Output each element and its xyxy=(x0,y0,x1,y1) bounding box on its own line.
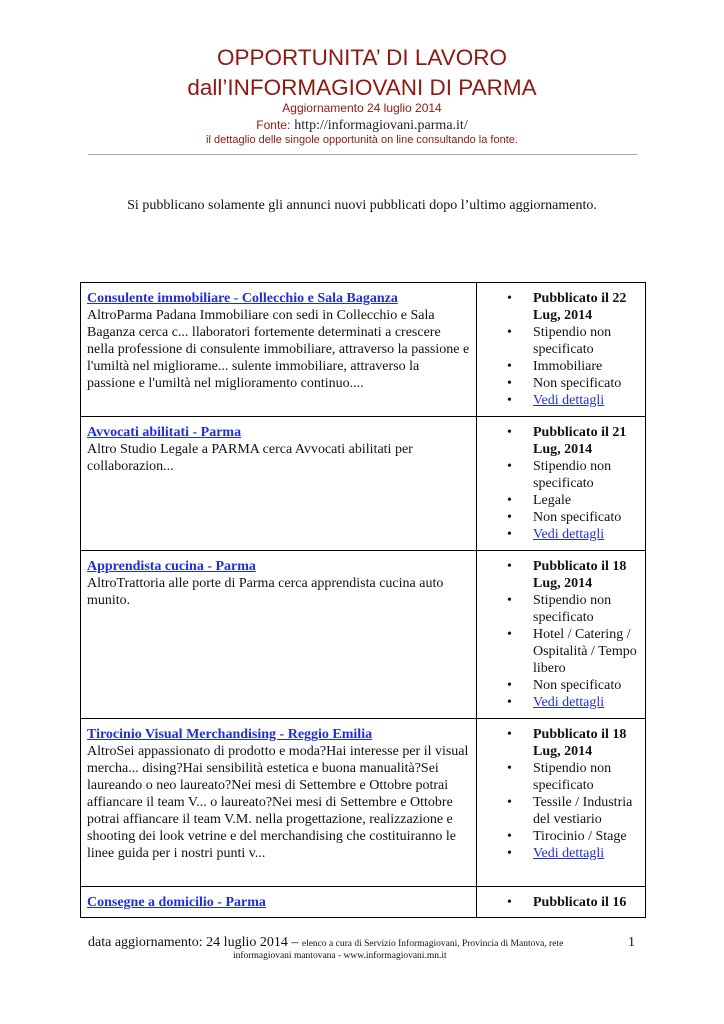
job-title-link[interactable]: Consegne a domicilio - Parma xyxy=(87,895,266,910)
job-published: Pubblicato il 21 Lug, 2014 xyxy=(533,425,627,457)
job-salary: Stipendio non specificato xyxy=(533,325,612,357)
list-item xyxy=(483,290,639,324)
list-item xyxy=(483,358,639,375)
job-title-link[interactable]: Tirocinio Visual Merchandising - Reggio Emilia xyxy=(87,727,373,742)
footer-line1 xyxy=(88,935,648,951)
list-item xyxy=(483,794,639,828)
source-url-link[interactable]: http://informagiovani.parma.it/ xyxy=(294,118,468,133)
job-published: Pubblicato il 18 Lug, 2014 xyxy=(533,559,627,591)
page-number: 1 xyxy=(628,935,635,950)
job-contract: Tirocinio / Stage xyxy=(533,829,627,844)
footer-credit-line2: informagiovani mantovana - www.informagiovani.mn.it xyxy=(233,951,447,961)
table-row xyxy=(81,283,646,417)
list-item xyxy=(483,558,639,592)
list-item xyxy=(483,492,639,509)
list-item xyxy=(483,894,639,911)
table-row xyxy=(81,551,646,719)
job-title-link[interactable]: Avvocati abilitati - Parma xyxy=(87,425,242,440)
job-cell xyxy=(81,417,477,551)
job-meta-cell xyxy=(477,551,646,719)
table-row xyxy=(81,887,646,918)
job-contract: Non specificato xyxy=(533,376,622,391)
job-description: AltroTrattoria alle porte di Parma cerca apprendista cucina auto munito. xyxy=(87,576,444,608)
job-cell xyxy=(81,887,477,918)
job-cell xyxy=(81,283,477,417)
job-cell xyxy=(81,551,477,719)
job-meta-list xyxy=(483,424,639,543)
job-contract: Non specificato xyxy=(533,678,622,693)
job-published: Pubblicato il 16 xyxy=(533,895,627,910)
details-link[interactable]: Vedi dettagli xyxy=(533,846,605,861)
list-item xyxy=(483,592,639,626)
bullet-icon: • xyxy=(507,559,512,574)
job-contract: Non specificato xyxy=(533,510,622,525)
bullet-icon: • xyxy=(507,593,512,608)
table-row xyxy=(81,719,646,887)
job-sector: Immobiliare xyxy=(533,359,603,374)
list-item xyxy=(483,845,639,862)
list-item xyxy=(483,392,639,409)
bullet-icon: • xyxy=(507,727,512,742)
list-item xyxy=(483,828,639,845)
job-sector: Legale xyxy=(533,493,572,508)
bullet-icon: • xyxy=(507,393,512,408)
job-meta-list xyxy=(483,290,639,409)
job-published: Pubblicato il 22 Lug, 2014 xyxy=(533,291,627,323)
job-description: AltroSei appassionato di prodotto e moda?Hai interesse per il visual mercha... dising?Hai sensibilità estetica e buona manualità?Sei laureando o neo laureato?Nei mesi di Settembre e Ottobre potrai affiancare il team V... o laureato?Nei mesi di Settembre e Ottobre potrai affiancare il team V.M. nella progettazione, realizzazione e shooting dei look vetrine e del merchandising che costituiranno le linee guida per i nostri punti v... xyxy=(87,744,469,861)
job-salary: Stipendio non specificato xyxy=(533,593,612,625)
jobs-table xyxy=(80,282,646,918)
detail-note: il dettaglio delle singole opportunità on line consultando la fonte. xyxy=(206,134,518,146)
list-item xyxy=(483,694,639,711)
job-cell xyxy=(81,719,477,887)
bullet-icon: • xyxy=(507,493,512,508)
list-item xyxy=(483,626,639,677)
list-item xyxy=(483,375,639,392)
details-link[interactable]: Vedi dettagli xyxy=(533,393,605,408)
bullet-icon: • xyxy=(507,829,512,844)
footer-date: data aggiornamento: 24 luglio 2014 – xyxy=(88,935,299,950)
bullet-icon: • xyxy=(507,459,512,474)
bullet-icon: • xyxy=(507,795,512,810)
intro-text: Si pubblicano solamente gli annunci nuovi pubblicati dopo l’ultimo aggiornamento. xyxy=(127,198,597,213)
bullet-icon: • xyxy=(507,291,512,306)
job-description: AltroParma Padana Immobiliare con sedi in Collecchio e Sala Baganza cerca c... llaboratori fortemente determinati a crescere nella professione di consulente immobiliare, attraverso la passione e l'umiltà nel migliorame... sulente immobiliare, attraverso la passione e l'umiltà nel miglioramento continuo.... xyxy=(87,308,470,391)
update-date: Aggiornamento 24 luglio 2014 xyxy=(282,101,442,115)
job-meta-cell xyxy=(477,417,646,551)
job-meta-cell xyxy=(477,887,646,918)
bullet-icon: • xyxy=(507,376,512,391)
bullet-icon: • xyxy=(507,761,512,776)
bullet-icon: • xyxy=(507,678,512,693)
source-label: Fonte: xyxy=(256,118,291,132)
list-item xyxy=(483,677,639,694)
bullet-icon: • xyxy=(507,425,512,440)
list-item xyxy=(483,760,639,794)
list-item xyxy=(483,526,639,543)
bullet-icon: • xyxy=(507,895,512,910)
job-meta-cell xyxy=(477,719,646,887)
job-meta-list xyxy=(483,894,639,911)
table-row xyxy=(81,417,646,551)
job-title-link[interactable]: Apprendista cucina - Parma xyxy=(87,559,256,574)
bullet-icon: • xyxy=(507,510,512,525)
job-sector: Tessile / Industria del vestiario xyxy=(533,795,633,827)
bullet-icon: • xyxy=(507,325,512,340)
bullet-icon: • xyxy=(507,359,512,374)
details-link[interactable]: Vedi dettagli xyxy=(533,527,605,542)
job-salary: Stipendio non specificato xyxy=(533,761,612,793)
job-description: Altro Studio Legale a PARMA cerca Avvocati abilitati per collaborazion... xyxy=(87,442,413,474)
job-salary: Stipendio non specificato xyxy=(533,459,612,491)
job-meta-list xyxy=(483,558,639,711)
job-published: Pubblicato il 18 Lug, 2014 xyxy=(533,727,627,759)
header-divider xyxy=(88,154,637,155)
job-sector: Hotel / Catering / Ospitalità / Tempo libero xyxy=(533,627,637,676)
job-meta-cell xyxy=(477,283,646,417)
footer-credit: elenco a cura di Servizio Informagiovani, Provincia di Mantova, rete xyxy=(301,939,564,949)
page-title-line2: dall’INFORMAGIOVANI DI PARMA xyxy=(187,75,537,100)
details-link[interactable]: Vedi dettagli xyxy=(533,695,605,710)
list-item xyxy=(483,509,639,526)
bullet-icon: • xyxy=(507,527,512,542)
job-title-link[interactable]: Consulente immobiliare - Collecchio e Sala Baganza xyxy=(87,291,398,306)
page-title-line1: OPPORTUNITA’ DI LAVORO xyxy=(216,45,508,70)
bullet-icon: • xyxy=(507,846,512,861)
list-item xyxy=(483,324,639,358)
list-item xyxy=(483,458,639,492)
list-item xyxy=(483,424,639,458)
bullet-icon: • xyxy=(507,627,512,642)
bullet-icon: • xyxy=(507,695,512,710)
list-item xyxy=(483,726,639,760)
source-line xyxy=(0,116,724,134)
job-meta-list xyxy=(483,726,639,862)
